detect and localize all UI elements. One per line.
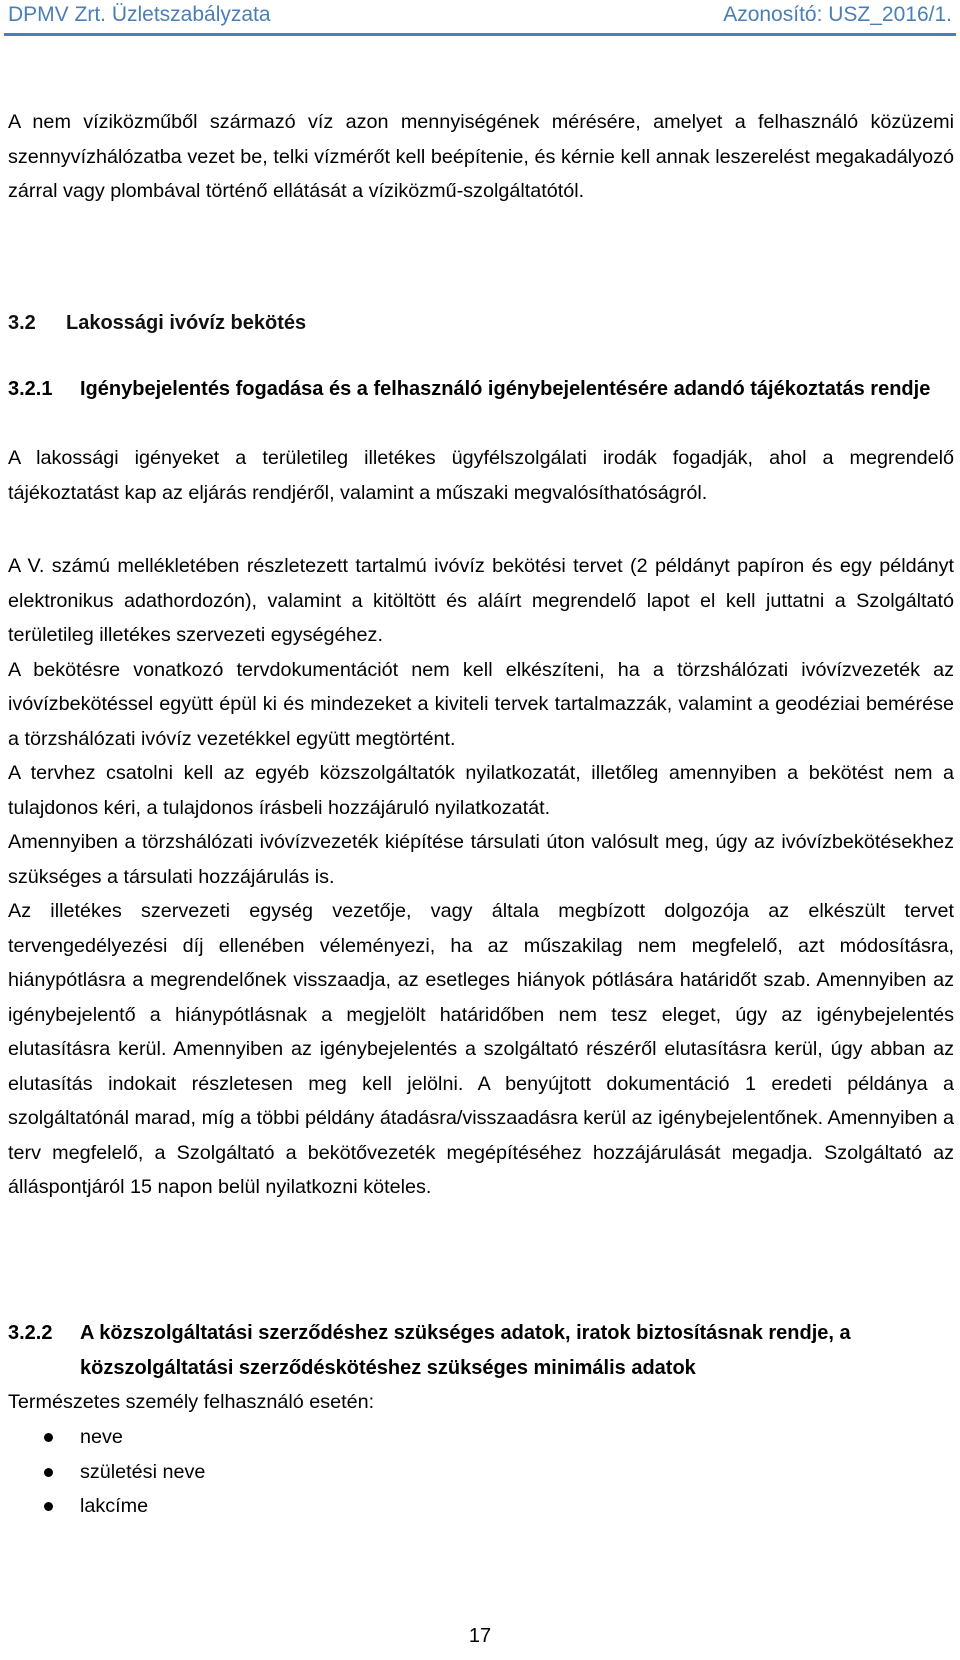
bullet-icon: [44, 1468, 53, 1477]
list-item: [8, 1455, 205, 1490]
list-item: [8, 1489, 205, 1524]
page-header: [8, 0, 952, 30]
bullet-icon: [44, 1502, 53, 1511]
section-title: A közszolgáltatási szerződéshez szükséges adatok, iratok biztosításnak rendje, a közszolgáltatási szerződéskötéshez szükséges minimális adatok: [80, 1322, 851, 1379]
paragraph: Az illetékes szervezeti egység vezetője, vagy általa megbízott dolgozója az elkészült tervet tervengedélyezési díj ellenében véleményezi, ha az műszakilag nem megfelelő, azt módosításra, hiánypótlásra a megrendelőnek visszaadja, az esetleges hiányok pótlására határidőt szab. Amennyiben az igénybejelentő a hiánypótlásnak a megjelölt határidőben nem tesz eleget, úgy az igénybejelentés elutasításra kerül. Amennyiben az igénybejelentés a szolgáltató részéről elutasításra kerül, úgy abban az elutasítás indokait részletesen meg kell jelölni. A benyújtott dokumentáció 1 eredeti példánya a szolgáltatónál marad, míg a többi példány átadásra/visszaadásra kerül az igénybejelentőnek. Amennyiben a terv megfelelő, a Szolgáltató a bekötővezeték megépítéséhez hozzájárulását megadja. Szolgáltató az álláspontjáról 15 napon belül nyilatkozni köteles.: [8, 900, 954, 1198]
intro-paragraph-text: A nem víziközműből származó víz azon mennyiségének mérésére, amelyet a felhasználó közüzemi szennyvízhálózatba vezet be, telki vízmérőt kell beépítenie, és kérnie kell annak leszerelést megakadályozó zárral vagy plombával történő ellátását a víziközmű-szolgáltatótól.: [8, 111, 954, 202]
intro-paragraph: [8, 105, 954, 209]
bullet-icon: [44, 1433, 53, 1442]
section-number: 3.2.2: [8, 1322, 53, 1344]
paragraph: A lakossági igényeket a területileg illetékes ügyfélszolgálati irodák fogadják, ahol a megrendelő tájékoztatást kap az eljárás rendjéről, valamint a műszaki megvalósíthatóságról.: [8, 447, 954, 504]
section-heading-3-2: [8, 312, 306, 335]
section-title: Igénybejelentés fogadása és a felhasználó igénybejelentésére adandó tájékoztatás rendje: [80, 378, 931, 400]
list-item-text: lakcíme: [80, 1495, 149, 1517]
section-heading-3-2-1: [8, 372, 954, 407]
paragraph: Amennyiben a törzshálózati ivóvízvezeték kiépítése társulati úton valósult meg, úgy az ivóvízbekötésekhez szükséges a társulati hozzájárulás is.: [8, 831, 954, 888]
section-3-2-1-first-paragraph: [8, 441, 954, 510]
section-number: 3.2: [8, 312, 36, 334]
list-item-text: születési neve: [80, 1460, 206, 1483]
list-item-text: neve: [80, 1426, 123, 1448]
paragraph: A tervhez csatolni kell az egyéb közszolgáltatók nyilatkozatát, illetőleg amennyiben a bekötést nem a tulajdonos kéri, a tulajdonos írásbeli hozzájáruló nyilatkozatát.: [8, 762, 954, 819]
paragraph: A V. számú mellékletében részletezett tartalmú ivóvíz bekötési tervet (2 példányt papíron és egy példányt elektronikus adathordozón), valamint a kitöltött és aláírt megrendelő lapot el kell juttatni a Szolgáltató területileg illetékes szervezeti egységéhez.: [8, 555, 954, 646]
natural-person-intro: Természetes személy felhasználó esetén:: [8, 1391, 375, 1413]
section-number: 3.2.1: [8, 378, 53, 400]
section-heading-3-2-2: [8, 1316, 954, 1385]
page-number: 17: [468, 1625, 492, 1647]
required-data-list: [8, 1420, 205, 1524]
header-divider: [4, 33, 956, 36]
paragraph: A bekötésre vonatkozó tervdokumentációt nem kell elkészíteni, ha a törzshálózati ivóvízvezeték az ivóvízbekötéssel együtt épül ki és mindezeket a kiviteli tervek tartalmazzák, valamint a geodéziai bemérése a törzshálózati ivóvíz vezetékkel együtt megtörtént.: [8, 658, 954, 750]
section-title: Lakossági ivóvíz bekötés: [66, 312, 307, 334]
document-identifier: Azonosító: USZ_2016/1.: [723, 3, 952, 26]
list-item: [8, 1420, 205, 1455]
document-title: DPMV Zrt. Üzletszabályzata: [8, 3, 271, 26]
section-3-2-1-body: [8, 549, 954, 1205]
